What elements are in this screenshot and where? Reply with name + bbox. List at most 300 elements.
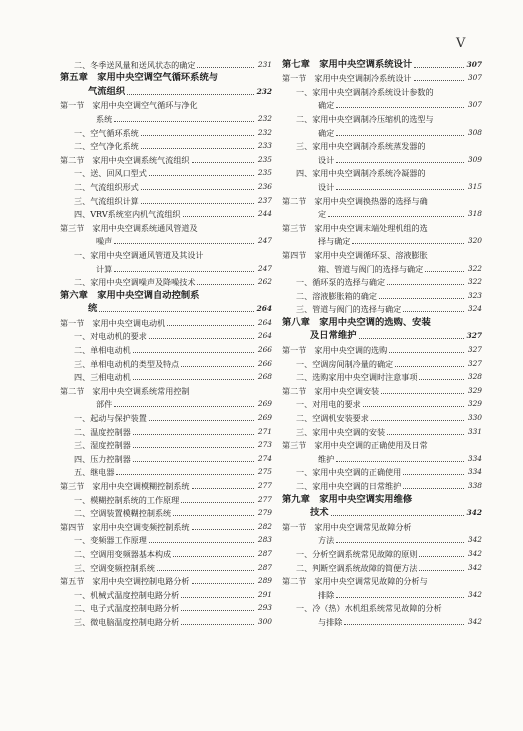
- toc-entry-title: 第八章 家用中央空调的选购、安装: [282, 316, 431, 328]
- leader-dots: [403, 474, 464, 475]
- leader-dots: [336, 461, 464, 462]
- leader-dots: [336, 135, 464, 136]
- toc-page-number: 320: [467, 236, 482, 246]
- toc-page-number: 283: [257, 535, 272, 545]
- toc-page-number: 308: [467, 127, 482, 137]
- toc-entry-title: 及日常维护: [310, 330, 357, 342]
- toc-page-number: 328: [467, 372, 482, 382]
- leader-dots: [192, 529, 254, 530]
- toc-page-number: 342: [467, 616, 482, 626]
- toc-page-number: 264: [256, 304, 272, 314]
- toc-entry: [282, 586, 482, 600]
- leader-dots: [419, 570, 464, 571]
- toc-entry: [282, 138, 482, 152]
- leader-dots: [167, 325, 254, 326]
- toc-entry-title: 二、温度控制器: [74, 426, 131, 437]
- toc-entry-title: 第二节 家用中央空调系统气流组织: [60, 154, 190, 165]
- toc-entry-title: 一、冷（热）水机组系统常见故障的分析: [296, 603, 442, 614]
- leader-dots: [336, 189, 464, 190]
- toc-page-number: 268: [257, 372, 272, 382]
- toc-entry: [60, 178, 272, 192]
- toc-entry-title: 四、VRV系统室内机气流组织: [74, 209, 181, 220]
- toc-entry-title: 一、送、回风口型式: [74, 168, 147, 179]
- toc-page-number: 231: [257, 59, 272, 69]
- toc-entry: [282, 559, 482, 573]
- leader-dots: [359, 338, 465, 339]
- leader-dots: [133, 461, 254, 462]
- toc-entry: [60, 505, 272, 519]
- toc-page-number: 289: [257, 576, 272, 586]
- toc-page-number: 291: [257, 589, 272, 599]
- toc-entry-title: 第二节 家用中央空调安装: [282, 385, 380, 396]
- leader-dots: [133, 379, 254, 380]
- leader-dots: [114, 406, 254, 407]
- toc-entry-title: 第五节 家用中央空调控制电路分析: [60, 576, 190, 587]
- toc-page-number: 327: [466, 331, 482, 341]
- leader-dots: [114, 243, 254, 244]
- toc-entry: [60, 586, 272, 600]
- toc-entry-title: 二、冬季送风量和送风状态的确定: [74, 59, 196, 70]
- toc-chapter-entry: [282, 314, 482, 328]
- leader-dots: [419, 379, 464, 380]
- toc-entry-title: 三、管道与阀门的选择与确定: [296, 304, 402, 315]
- toc-entry-title: 方法: [318, 535, 335, 546]
- leader-dots: [414, 80, 464, 81]
- leader-dots: [133, 447, 254, 448]
- toc-entry-title: 定: [318, 209, 327, 220]
- toc-page-number: 342: [467, 589, 482, 599]
- toc-entry: [282, 83, 482, 97]
- toc-entry-title: 五、继电器: [74, 467, 115, 478]
- toc-entry: [60, 246, 272, 260]
- toc-entry: [282, 437, 482, 451]
- toc-page-number: 329: [467, 399, 482, 409]
- leader-dots: [371, 420, 464, 421]
- toc-entry-title: 第二节 家用中央空调常见故障的分析与: [282, 576, 428, 587]
- toc-entry-title: 二、家用中央空调制冷压缩机的选型与: [296, 113, 434, 124]
- toc-entry: [60, 341, 272, 355]
- leader-dots: [127, 94, 254, 95]
- toc-page-number: 237: [257, 195, 272, 205]
- toc-page-number: 235: [257, 154, 272, 164]
- toc-page-number: 307: [467, 73, 482, 83]
- toc-entry-title: 排除: [318, 589, 335, 600]
- leader-dots: [419, 556, 464, 557]
- toc-entry: [60, 532, 272, 546]
- toc-page-number: 334: [467, 453, 482, 463]
- toc-entry: [282, 545, 482, 559]
- leader-dots: [114, 271, 254, 272]
- toc-entry-title: 第六章 家用中央空调自动控制系: [60, 289, 200, 301]
- toc-entry: [282, 355, 482, 369]
- toc-entry: [60, 233, 272, 247]
- toc-page-number: 269: [257, 399, 272, 409]
- toc-entry: [60, 138, 272, 152]
- toc-page-number: 282: [257, 521, 272, 531]
- leader-dots: [149, 338, 254, 339]
- toc-page-number: 287: [257, 548, 272, 558]
- toc-page-number: 271: [257, 426, 272, 436]
- toc-chapter-entry: [60, 83, 272, 97]
- toc-page-number: 323: [467, 290, 482, 300]
- toc-entry-title: 第一节 家用中央空调空气循环与净化: [60, 100, 198, 111]
- toc-entry-title: 第四节 家用中央空调变频控制系统: [60, 521, 190, 532]
- leader-dots: [379, 298, 464, 299]
- toc-page-number: 277: [257, 494, 272, 504]
- toc-entry: [60, 314, 272, 328]
- toc-entry: [60, 110, 272, 124]
- toc-entry-title: 一、家用中央空调制冷系统设计参数的: [296, 86, 434, 97]
- toc-page-number: 331: [467, 426, 482, 436]
- toc-entry-title: 四、三相电动机: [74, 372, 131, 383]
- toc-chapter-entry: [60, 301, 272, 315]
- leader-dots: [133, 352, 254, 353]
- toc-entry-title: 三、湿度控制器: [74, 440, 131, 451]
- leader-dots: [395, 366, 464, 367]
- toc-entry-title: 三、空调变频控制系统: [74, 562, 155, 573]
- leader-dots: [141, 148, 254, 149]
- toc-entry: [282, 110, 482, 124]
- toc-page-number: 235: [257, 168, 272, 178]
- toc-entry-title: 三、微电脑温度控制电路分析: [74, 616, 180, 627]
- leader-dots: [403, 311, 464, 312]
- toc-entry-title: 二、家用中央空调的日常维护: [296, 481, 402, 491]
- toc-entry-title: 一、空调房间制冷量的确定: [296, 358, 394, 369]
- toc-entry-title: 一、家用中央空调的正确使用: [296, 467, 402, 478]
- toc-entry: [282, 423, 482, 437]
- leader-dots: [336, 542, 464, 543]
- leader-dots: [425, 271, 464, 272]
- toc-entry-title: 二、空调装置模糊控制系统: [74, 508, 172, 519]
- leader-dots: [141, 203, 254, 204]
- toc-entry-title: 三、气流组织计算: [74, 195, 139, 206]
- toc-entry: [60, 151, 272, 165]
- toc-entry-title: 第二节 家用中央空调系统常用控制: [60, 385, 190, 396]
- toc-entry: [282, 369, 482, 383]
- leader-dots: [173, 515, 254, 516]
- toc-entry: [60, 613, 272, 627]
- toc-page-number: 329: [467, 385, 482, 395]
- toc-entry: [60, 355, 272, 369]
- toc-page-number: 334: [467, 467, 482, 477]
- toc-entry: [282, 151, 482, 165]
- toc-right-column: [282, 56, 482, 627]
- toc-page-number: 342: [467, 535, 482, 545]
- leader-dots: [116, 474, 254, 475]
- toc-entry-title: 二、家用中央空调噪声及降噪技术: [74, 277, 196, 288]
- toc-entry-title: 技术: [310, 507, 329, 519]
- toc-page-number: 330: [467, 413, 482, 423]
- leader-dots: [181, 624, 254, 625]
- toc-entry: [282, 301, 482, 315]
- toc-entry-title: 二、空调用变频器基本构成: [74, 548, 172, 559]
- toc-entry: [282, 165, 482, 179]
- page-number: V: [456, 36, 466, 51]
- toc-entry: [282, 192, 482, 206]
- toc-entry-title: 一、对电动机的要求: [74, 331, 147, 342]
- toc-page-number: 266: [257, 345, 272, 355]
- toc-entry: [282, 233, 482, 247]
- toc-entry: [282, 450, 482, 464]
- toc-entry: [60, 559, 272, 573]
- toc-entry-title: 气流组织: [88, 85, 126, 97]
- toc-entry-title: 第五章 家用中央空调空气循环系统与: [60, 72, 219, 84]
- toc-entry: [60, 219, 272, 233]
- toc-entry-title: 统: [88, 303, 98, 315]
- toc-page-number: 273: [257, 440, 272, 450]
- toc-entry: [60, 437, 272, 451]
- toc-page-number: 244: [257, 209, 272, 219]
- leader-dots: [336, 107, 464, 108]
- toc-page-number: 318: [467, 209, 482, 219]
- toc-entry: [60, 450, 272, 464]
- toc-page-number: 236: [257, 181, 272, 191]
- toc-page-number: 233: [257, 141, 272, 151]
- leader-dots: [344, 624, 464, 625]
- toc-entry-title: 二、气流组织形式: [74, 181, 139, 192]
- toc-entry: [60, 464, 272, 478]
- toc-entry: [60, 573, 272, 587]
- toc-page-number: 277: [257, 481, 272, 490]
- toc-chapter-entry: [282, 56, 482, 70]
- leader-dots: [197, 284, 254, 285]
- leader-dots: [414, 67, 464, 68]
- leader-dots: [336, 162, 464, 163]
- toc-entry-title: 择与确定: [318, 236, 351, 247]
- toc-page-number: 264: [257, 317, 272, 327]
- toc-entry: [60, 600, 272, 614]
- toc-page-number: 232: [257, 127, 272, 137]
- toc-chapter-entry: [60, 287, 272, 301]
- toc-entry: [282, 382, 482, 396]
- toc-entry-title: 二、空气净化系统: [74, 141, 139, 152]
- toc-entry: [60, 124, 272, 138]
- toc-entry-title: 一、空气循环系统: [74, 127, 139, 138]
- leader-dots: [149, 542, 254, 543]
- toc-entry-title: 与排除: [318, 616, 343, 627]
- toc-entry-title: 第七章 家用中央空调系统设计: [282, 58, 413, 70]
- toc-entry-title: 二、溶液膨胀箱的确定: [296, 290, 377, 301]
- toc-entry: [282, 532, 482, 546]
- toc-page-number: 342: [466, 508, 482, 518]
- leader-dots: [181, 597, 254, 598]
- toc-page-number: 342: [467, 548, 482, 558]
- leader-dots: [352, 243, 464, 244]
- toc-page-number: 264: [257, 331, 272, 341]
- toc-entry: [282, 178, 482, 192]
- toc-entry-title: 第一节 家用中央空调电动机: [60, 317, 166, 328]
- toc-entry-title: 一、家用中央空调通风管道及其设计: [74, 249, 204, 260]
- toc-entry: [60, 56, 272, 70]
- leader-dots: [363, 406, 464, 407]
- toc-entry: [60, 396, 272, 410]
- toc-page-number: 293: [257, 603, 272, 613]
- toc-entry-title: 一、起动与保护装置: [74, 413, 147, 424]
- toc-entry-title: 确定: [318, 127, 335, 138]
- toc-entry-title: 设计: [318, 154, 335, 165]
- toc-entry-title: 一、分析空调系统常见故障的原则: [296, 548, 418, 559]
- toc-page-number: 275: [257, 467, 272, 477]
- toc-entry-title: 第三节 家用中央空调末端处理机组的选: [282, 222, 428, 233]
- leader-dots: [183, 216, 254, 217]
- toc-page-number: 300: [257, 616, 272, 626]
- toc-entry-title: 二、选购家用中央空调时注意事项: [296, 372, 418, 383]
- toc-page-number: 322: [467, 277, 482, 287]
- toc-page-number: 247: [257, 236, 272, 246]
- toc-entry-title: 二、空调机安装要求: [296, 413, 369, 424]
- leader-dots: [149, 420, 254, 421]
- toc-entry-title: 计算: [96, 263, 113, 274]
- toc-entry-title: 三、家用中央空调的安装: [296, 426, 386, 437]
- toc-entry: [60, 274, 272, 288]
- toc-page-number: 287: [257, 562, 272, 572]
- toc-entry-title: 二、电子式温度控制电路分析: [74, 603, 180, 614]
- toc-entry-title: 二、判断空调系统故障的简便方法: [296, 562, 418, 573]
- toc-entry: [282, 613, 482, 627]
- toc-chapter-entry: [282, 505, 482, 519]
- toc-entry: [60, 382, 272, 396]
- leader-dots: [173, 556, 254, 557]
- toc-entry-title: 确定: [318, 100, 335, 111]
- leader-dots: [133, 434, 254, 435]
- toc-page-number: 324: [467, 304, 482, 314]
- toc-entry: [282, 287, 482, 301]
- leader-dots: [192, 583, 254, 584]
- toc-entry: [282, 518, 482, 532]
- toc-entry-title: 第九章 家用中央空调实用维修: [282, 493, 413, 505]
- toc-page-number: 342: [467, 562, 482, 572]
- toc-page-number: 247: [257, 263, 272, 273]
- leader-dots: [141, 135, 254, 136]
- toc-entry-title: 第二节 家用中央空调换热器的选择与确: [282, 195, 428, 206]
- toc-entry: [282, 600, 482, 614]
- leader-dots: [192, 162, 254, 163]
- toc-entry: [282, 274, 482, 288]
- toc-page-number: 327: [467, 345, 482, 355]
- toc-page-number: 232: [257, 113, 272, 123]
- toc-entry: [60, 260, 272, 274]
- toc-entry-title: 一、模糊控制系统的工作原理: [74, 494, 180, 505]
- leader-dots: [181, 610, 254, 611]
- toc-entry-title: 四、家用中央空调制冷系统冷凝器的: [296, 168, 426, 179]
- toc-page-number: 327: [467, 358, 482, 368]
- leader-dots: [192, 488, 254, 489]
- toc-entry: [282, 396, 482, 410]
- toc-entry-title: 第一节 家用中央空调制冷系统设计: [282, 73, 412, 84]
- toc-entry: [282, 206, 482, 220]
- toc-entry-title: 第三节 家用中央空调的正确使用及日常: [282, 440, 428, 451]
- toc-page-number: 274: [257, 453, 272, 463]
- toc-page-number: 309: [467, 154, 482, 164]
- toc-entry-title: 一、对用电的要求: [296, 399, 361, 410]
- toc-entry: [60, 328, 272, 342]
- toc-entry: [60, 491, 272, 505]
- leader-dots: [114, 121, 254, 122]
- leader-dots: [387, 434, 464, 435]
- toc-entry: [282, 219, 482, 233]
- toc-entry: [60, 369, 272, 383]
- toc-entry: [282, 97, 482, 111]
- toc-entry: [60, 165, 272, 179]
- toc-entry-title: 第一节 家用中央空调的选购: [282, 345, 388, 356]
- leader-dots: [141, 189, 254, 190]
- toc-page-number: 232: [256, 86, 272, 96]
- toc-entry-title: 三、家用中央空调制冷系统蒸发器的: [296, 141, 426, 152]
- toc-entry: [60, 477, 272, 491]
- leader-dots: [403, 488, 464, 489]
- toc-entry-title: 一、变频器工作原理: [74, 535, 147, 546]
- leader-dots: [381, 393, 464, 394]
- toc-chapter-entry: [282, 491, 482, 505]
- toc-entry: [60, 206, 272, 220]
- toc-entry: [282, 70, 482, 84]
- leader-dots: [328, 216, 464, 217]
- leader-dots: [197, 67, 254, 68]
- toc-entry: [282, 477, 482, 491]
- toc-entry: [282, 409, 482, 423]
- toc-page-number: 315: [467, 181, 482, 191]
- toc-entry-title: 四、压力控制器: [74, 453, 131, 464]
- toc-entry-title: 噪声: [96, 236, 113, 247]
- toc-entry: [60, 518, 272, 532]
- toc-entry: [60, 97, 272, 111]
- toc-entry: [282, 341, 482, 355]
- toc-entry: [60, 545, 272, 559]
- toc-page-number: 307: [467, 100, 482, 110]
- toc-entry-title: 一、循环泵的选择与确定: [296, 277, 386, 288]
- leader-dots: [331, 515, 464, 516]
- toc-entry: [60, 192, 272, 206]
- toc-entry: [60, 423, 272, 437]
- toc-entry-title: 三、单相电动机的类型及特点: [74, 358, 180, 369]
- toc-chapter-entry: [282, 328, 482, 342]
- toc-left-column: [60, 56, 272, 627]
- toc-page-number: 322: [467, 263, 482, 273]
- leader-dots: [157, 570, 254, 571]
- toc-entry-title: 一、机械式温度控制电路分析: [74, 589, 180, 600]
- toc-entry-title: 第四节 家用中央空调循环泵、溶液膨胀: [282, 249, 428, 260]
- toc-entry: [60, 409, 272, 423]
- leader-dots: [387, 284, 464, 285]
- toc-page-number: 338: [467, 481, 482, 490]
- toc-entry: [282, 573, 482, 587]
- toc-entry-title: 箱、管道与阀门的选择与确定: [318, 263, 424, 274]
- toc-entry: [282, 464, 482, 478]
- toc-entry: [282, 260, 482, 274]
- leader-dots: [149, 175, 254, 176]
- toc-chapter-entry: [60, 70, 272, 84]
- leader-dots: [389, 352, 464, 353]
- toc-page-number: 262: [257, 277, 272, 287]
- toc-page-number: 307: [466, 59, 482, 69]
- toc-entry-title: 设计: [318, 181, 335, 192]
- leader-dots: [336, 597, 464, 598]
- toc-entry-title: 第三节 家用中央空调模糊控制系统: [60, 481, 190, 491]
- toc-entry-title: 部件: [96, 399, 113, 410]
- toc-entry-title: 二、单相电动机: [74, 345, 131, 356]
- leader-dots: [181, 366, 254, 367]
- toc-entry-title: 系统: [96, 113, 113, 124]
- leader-dots: [181, 502, 254, 503]
- toc-entry-title: 第一节 家用中央空调常见故障分析: [282, 521, 412, 532]
- leader-dots: [99, 311, 254, 312]
- toc-entry: [282, 246, 482, 260]
- toc-page-number: 269: [257, 413, 272, 423]
- toc-entry-title: 维护: [318, 453, 335, 464]
- toc-entry-title: 第三节 家用中央空调系统通风管道及: [60, 222, 198, 233]
- toc-entry: [282, 124, 482, 138]
- toc-page-number: 279: [257, 508, 272, 518]
